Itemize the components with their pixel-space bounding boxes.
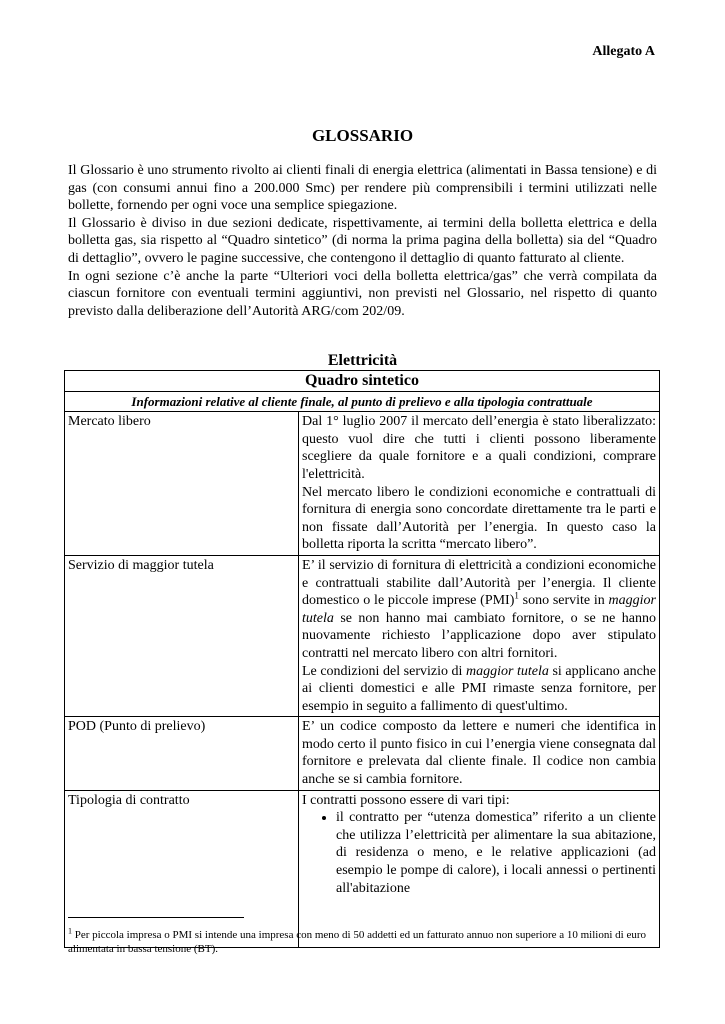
definition-text: se non hanno mai cambiato fornitore, o se ne hanno nuovamente richiesto l’applicazione dopo aver stipulato contratti nel mercato libero con altri fornitori. (302, 610, 656, 661)
definition-paragraph: Nel mercato libero le condizioni economiche e contrattuali di fornitura di energia sono concordate direttamente tra le parti e non fissate dall’Autorità per l’energia. In questo caso la bolletta riporta la scritta “mercato libero”. (302, 484, 656, 553)
emphasis-text: maggior tutela (466, 663, 549, 679)
table-row (65, 412, 660, 556)
intro-paragraph: Il Glossario è uno strumento rivolto ai clienti finali di energia elettrica (alimentati in Bassa tensione) e di gas (con consumi annui fino a 200.000 Smc) per rendere più comprensibili i termini utilizzati nelle bollette, fornendo per ogni voce una semplice spiegazione. (68, 163, 657, 214)
intro-paragraph: Il Glossario è diviso in due sezioni dedicate, rispettivamente, ai termini della bolletta elettrica e della bolletta gas, sia rispetto al “Quadro sintetico” (di norma la prima pagina della bolletta) sia del “Quadro di dettaglio”, ovvero le pagine successive, che contengono il dettaglio di quanto fatturato al cliente. (68, 215, 657, 266)
term-cell: Tipologia di contratto (65, 790, 299, 947)
footnote-text: Per piccola impresa o PMI si intende una impresa con meno di 50 addetti ed un fatturato annuo non superiore a 10 milioni di euro alimentata in bassa tensione (BT). (68, 929, 646, 955)
definition-text: E’ il servizio di fornitura di elettricità a condizioni economiche e contrattuali stabilite dall’Autorità per l’energia. Il cliente domestico o le piccole imprese (PMI) (302, 557, 656, 609)
intro-text (68, 162, 657, 320)
definition-cell (299, 555, 660, 716)
table-row (65, 790, 660, 947)
definition-text: Le condizioni del servizio di (302, 663, 466, 679)
footnote (68, 928, 658, 956)
definition-cell (299, 412, 660, 556)
emphasis-text: maggior tutela (302, 593, 656, 626)
table-row (65, 555, 660, 716)
definition-list (302, 809, 656, 897)
table-subheader: Informazioni relative al cliente finale, al punto di prelievo e alla tipologia contrattuale (65, 391, 660, 412)
definition-content (302, 792, 656, 946)
table-row (65, 717, 660, 790)
footnote-mark: 1 (68, 926, 72, 936)
table-subheader-row (65, 391, 660, 412)
page-title: GLOSSARIO (311, 126, 414, 145)
definition-text: sono servite in (518, 593, 609, 609)
definition-lead: I contratti possono essere di vari tipi: (302, 792, 510, 808)
term-cell: POD (Punto di prelievo) (65, 717, 299, 790)
footnote-ref: 1 (514, 590, 519, 601)
intro-paragraph: In ogni sezione c’è anche la parte “Ulteriori voci della bolletta elettrica/gas” che verrà compilata da ciascun fornitore con eventuali termini aggiuntivi, non previsti nel Glossario, nel rispetto di quanto previsto dalla deliberazione dell’Autorità ARG/com 202/09. (68, 268, 657, 319)
term-cell: Servizio di maggior tutela (65, 555, 299, 716)
definition-cell: E’ un codice composto da lettere e numeri che identifica in modo certo il punto fisico in cui l’energia viene consegnata dal fornitore e prelevata dal cliente finale. Il codice non cambia anche se si cambia fornitore. (299, 717, 660, 790)
annex-label: Allegato A (592, 44, 655, 59)
definition-paragraph (302, 663, 656, 716)
table-title: Quadro sintetico (65, 371, 660, 392)
table-header-row (65, 371, 660, 392)
definition-paragraph (302, 557, 656, 663)
term-cell: Mercato libero (65, 412, 299, 556)
glossary-table (64, 370, 660, 948)
definition-paragraph: Dal 1° luglio 2007 il mercato dell’energia è stato liberalizzato: questo vuol dire che tutti i clienti possono liberamente scegliere da quale fornitore e a quali condizioni, comprare l'elettricità. (302, 414, 656, 482)
list-item: • il contratto per “utenza domestica” riferito a un cliente che utilizza l’elettricità per alimentare la sua abitazione, di residenza o meno, e le relative applicazioni (ad esempio le pompe di calore), i locali annessi o pertinenti all'abitazione (336, 809, 656, 897)
section-title: Elettricità (327, 352, 398, 369)
definition-cell (299, 790, 660, 947)
footnote-divider (68, 917, 244, 918)
definition-text: si applicano anche ai clienti domestici e alle PMI rimaste senza fornitore, per esempio in seguito a fallimento di quest'ultimo. (302, 663, 656, 714)
